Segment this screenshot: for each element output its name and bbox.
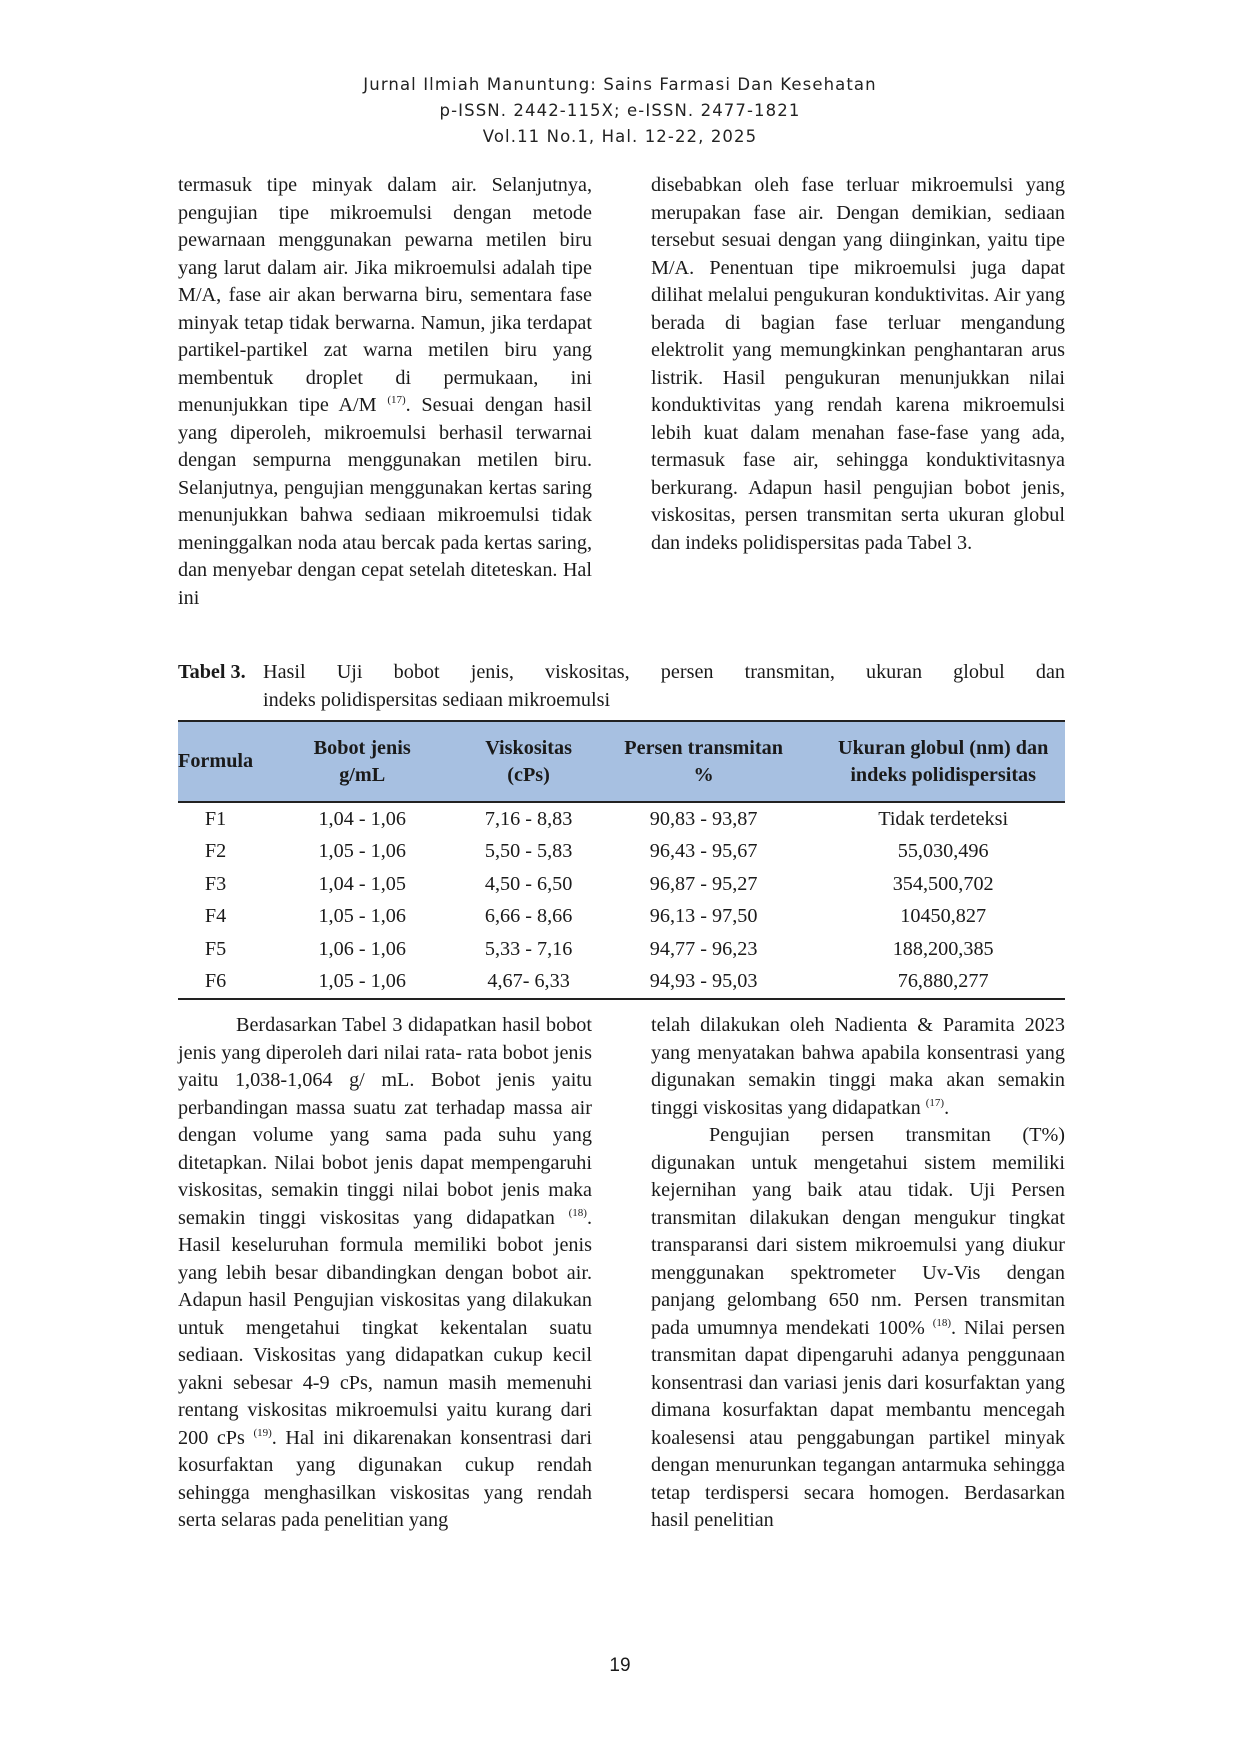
cell-bobot-jenis: 1,06 - 1,06 — [318, 937, 406, 960]
cell-formula: F5 — [204, 937, 227, 960]
table-row — [178, 933, 1065, 966]
cell-transmitan: 90,83 - 93,87 — [649, 807, 758, 830]
cell-ukuran-globul: Tidak terdeteksi — [878, 807, 1009, 830]
paragraph — [651, 1012, 1065, 1122]
cell-transmitan: 94,93 - 95,03 — [649, 970, 758, 993]
text: Pengujian persen transmitan (T%) digunakan untuk mengetahui sistem memiliki kejernihan yang baik atau tidak. Uji Persen transmitan dilakukan dengan mengukur tingkat transparansi dari sistem mikroemulsi yang diukur menggunakan spektrometer Uv-Vis dengan panjang gelombang 650 nm. Persen transmitan pada umumnya mendekati 100% — [651, 1124, 1065, 1339]
citation: (18) — [932, 1316, 952, 1329]
text: Berdasarkan Tabel 3 didapatkan hasil bobot jenis yang diperoleh dari nilai rata- rata bobot jenis yaitu 1,038-1,064 g/ mL. Bobot jenis yaitu perbandingan massa suatu zat terhadap massa air dengan volume yang sama pada suhu yang ditetapkan. Nilai bobot jenis dapat mempengaruhi viskositas, semakin tinggi nilai bobot jenis maka semakin tinggi viskositas yang didapatkan — [178, 1014, 592, 1229]
cell-bobot-jenis: 1,05 - 1,06 — [318, 970, 406, 993]
citation: (18) — [568, 1206, 587, 1219]
header-text: g/mL — [339, 763, 386, 786]
cell-ukuran-globul: 188,200,385 — [892, 937, 994, 960]
cell-ukuran-globul: 55,030,496 — [897, 840, 989, 863]
header-text: Ukuran globul (nm) dan — [837, 736, 1049, 759]
header-ukuran-globul — [821, 721, 1065, 802]
cell-viskositas: 6,66 - 8,66 — [484, 905, 573, 928]
journal-issn: p-ISSN. 2442-115X; e-ISSN. 2477-1821 — [439, 101, 801, 120]
table-row — [178, 966, 1065, 1000]
cell-transmitan: 96,87 - 95,27 — [649, 872, 758, 895]
header-text: Bobot jenis — [313, 736, 411, 759]
cell-viskositas: 7,16 - 8,83 — [484, 807, 573, 830]
cell-bobot-jenis: 1,04 - 1,06 — [318, 807, 406, 830]
table-row — [178, 802, 1065, 836]
header-text: Formula — [178, 750, 254, 772]
text: . Hasil keseluruhan formula memiliki bobot jenis yang lebih besar dibandingkan dengan bobot air. Adapun hasil Pengujian viskositas yang dilakukan untuk mengetahui tingkat kekentalan suatu sediaan. Viskositas yang didapatkan cukup kecil yakni sebesar 4-9 cPs, namun masih memenuhi rentang viskositas mikroemulsi yaitu kurang dari 200 cPs — [178, 1206, 593, 1449]
table-row — [178, 901, 1065, 934]
text: telah dilakukan oleh Nadienta & Paramita 2023 yang menyatakan bahwa apabila konsentrasi yang digunakan semakin tinggi maka akan semakin tinggi viskositas yang didapatkan — [651, 1014, 1065, 1119]
cell-viskositas: 5,33 - 7,16 — [484, 937, 573, 960]
header-text: Persen transmitan — [624, 736, 783, 759]
body-column-top-right — [651, 172, 1065, 557]
text: . Hal ini dikarenakan konsentrasi dari kosurfaktan yang digunakan cukup rendah sehingga menghasilkan viskositas yang rendah serta selaras pada penelitian yang — [178, 1426, 593, 1531]
cell-bobot-jenis: 1,04 - 1,05 — [318, 872, 406, 895]
cell-bobot-jenis: 1,05 - 1,06 — [318, 840, 406, 863]
header-text: indeks polidispersitas — [850, 763, 1036, 786]
journal-title: Jurnal Ilmiah Manuntung: Sains Farmasi Dan Kesehatan — [363, 75, 877, 94]
table-caption-line2: indeks polidispersitas sediaan mikroemulsi — [263, 688, 611, 711]
cell-formula: F2 — [204, 840, 227, 863]
body-column-top-left — [178, 172, 592, 612]
header-formula — [178, 721, 253, 802]
body-column-bottom-left — [178, 1012, 592, 1535]
text: termasuk tipe minyak dalam air. Selanjutnya, pengujian tipe mikroemulsi dengan metode pewarnaan menggunakan pewarna metilen biru yang larut dalam air. Jika mikroemulsi adalah tipe M/A, fase air akan berwarna biru, sementara fase minyak tetap tidak berwarna. Namun, jika terdapat partikel-partikel zat warna metilen biru yang membentuk droplet di permukaan, ini menunjukkan tipe A/M — [178, 174, 592, 416]
header-text: Viskositas — [485, 736, 572, 759]
citation: (17) — [387, 394, 406, 406]
paragraph: disebabkan oleh fase terluar mikroemulsi yang merupakan fase air. Dengan demikian, sediaan tersebut sesuai dengan yang diinginkan, yaitu tipe M/A. Penentuan tipe mikroemulsi juga dapat dilihat melalui pengukuran konduktivitas. Air yang berada di bagian fase terluar mengandung elektrolit yang memungkinkan penghantaran arus listrik. Hasil pengukuran menunjukkan nilai konduktivitas yang rendah karena mikroemulsi lebih kuat dalam menahan fase-fase yang ada, termasuk fase air, sehingga konduktivitasnya berkurang. Adapun hasil pengujian bobot jenis, viskositas, persen transmitan serta ukuran globul dan indeks polidispersitas pada Tabel 3. — [651, 174, 1065, 554]
paragraph — [651, 1122, 1065, 1535]
table-caption — [178, 659, 1065, 714]
cell-bobot-jenis: 1,05 - 1,06 — [318, 905, 406, 928]
cell-viskositas: 5,50 - 5,83 — [484, 840, 573, 863]
cell-formula: F3 — [204, 872, 227, 895]
cell-transmitan: 96,43 - 95,67 — [649, 840, 758, 863]
header-text: % — [693, 763, 714, 786]
cell-formula: F1 — [204, 807, 227, 830]
journal-header — [0, 72, 1240, 150]
table-header-row — [178, 721, 1065, 802]
cell-ukuran-globul: 10450,827 — [900, 905, 987, 928]
header-viskositas — [471, 721, 586, 802]
text: . Nilai persen transmitan dapat dipengaruhi adanya penggunaan konsentrasi dan variasi jenis dari kosurfaktan yang dimana kosurfaktan dapat membantu mencegah koalesensi atau penggabungan partikel minyak dengan menurunkan tegangan antarmuka sehingga tetap terdispersi secara homogen. Berdasarkan hasil penelitian — [651, 1316, 1065, 1531]
cell-transmitan: 96,13 - 97,50 — [649, 905, 758, 928]
cell-formula: F4 — [204, 905, 227, 928]
table-row — [178, 836, 1065, 869]
body-column-bottom-right — [651, 1012, 1065, 1535]
page-number: 19 — [609, 1655, 631, 1676]
cell-ukuran-globul: 76,880,277 — [897, 970, 989, 993]
text: . Sesuai dengan hasil yang diperoleh, mikroemulsi berhasil terwarnai dengan sempurna menggunakan metilen biru. Selanjutnya, pengujian menggunakan kertas saring menunjukkan bahwa sediaan mikroemulsi tidak meninggalkan noda atau bercak pada kertas saring, dan menyebar dengan cepat setelah diteteskan. Hal ini — [178, 394, 592, 609]
cell-formula: F6 — [204, 970, 227, 993]
journal-volume: Vol.11 No.1, Hal. 12-22, 2025 — [482, 127, 758, 146]
table-row — [178, 868, 1065, 901]
table-label: Tabel 3. — [178, 661, 246, 683]
cell-viskositas: 4,67- 6,33 — [487, 970, 570, 993]
header-bobot-jenis — [253, 721, 471, 802]
header-persen-transmitan — [586, 721, 821, 802]
citation: (17) — [925, 1096, 945, 1109]
cell-ukuran-globul: 354,500,702 — [892, 872, 994, 895]
cell-transmitan: 94,77 - 96,23 — [649, 937, 758, 960]
paragraph — [178, 1012, 592, 1535]
text: . — [944, 1096, 950, 1119]
cell-viskositas: 4,50 - 6,50 — [484, 872, 573, 895]
paragraph — [178, 172, 592, 612]
header-text: (cPs) — [507, 763, 550, 786]
citation: (19) — [253, 1426, 272, 1439]
results-table — [178, 720, 1065, 1000]
table-caption-line1: Hasil Uji bobot jenis, viskositas, persen transmitan, ukuran globul dan — [263, 661, 1065, 683]
